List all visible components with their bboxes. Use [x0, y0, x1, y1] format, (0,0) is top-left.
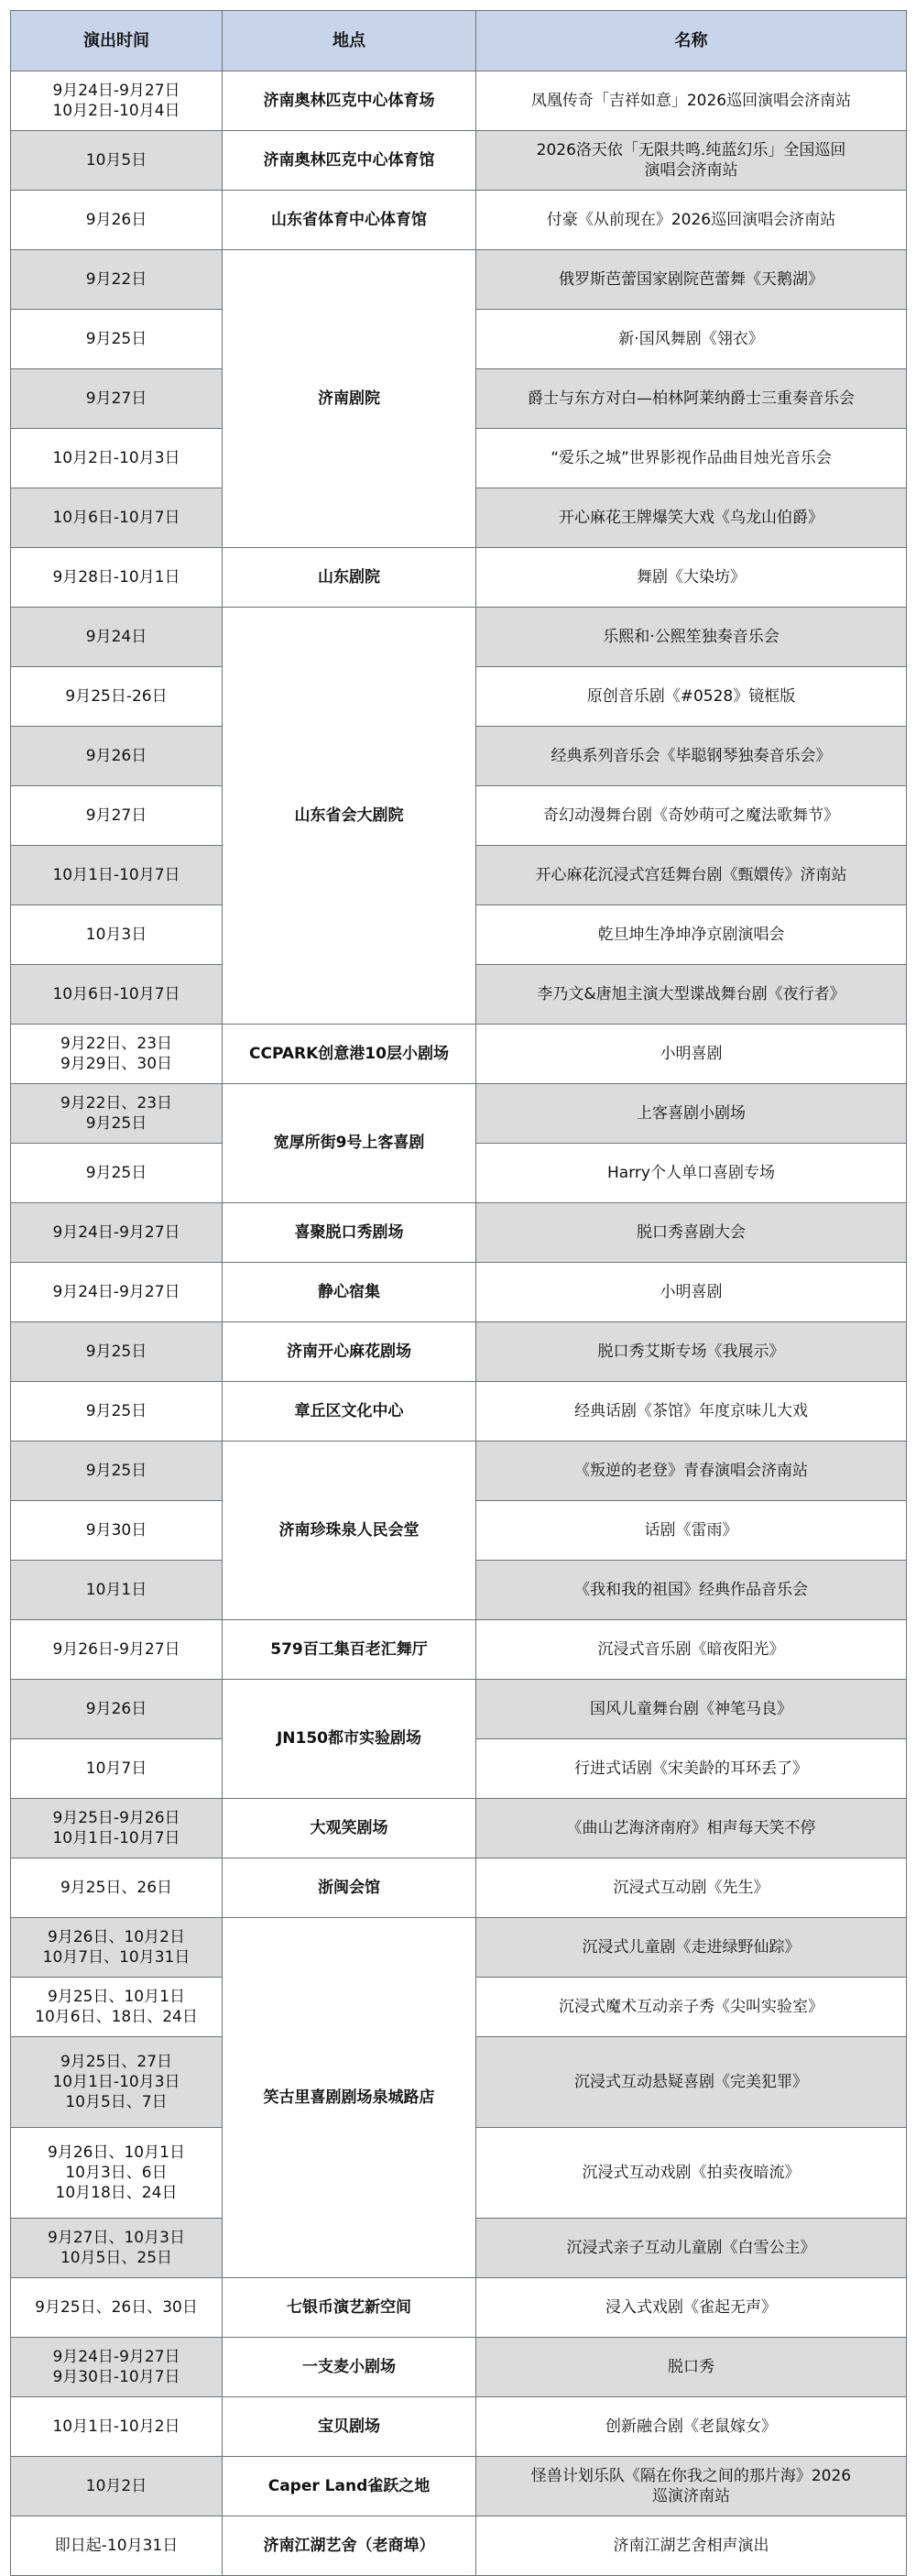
time-cell — [11, 965, 223, 1025]
venue-cell: 笑古里喜剧剧场泉城路店 — [223, 1918, 476, 2278]
cell-text-line: 济南江湖艺舍相声演出 — [613, 2536, 769, 2555]
event-name-cell — [476, 1739, 907, 1799]
cell-text-line: 10月5日、25日 — [60, 2249, 173, 2267]
header-venue: 地点 — [223, 11, 476, 71]
cell-text-line: 原创音乐剧《#0528》镜框版 — [586, 686, 796, 706]
time-cell — [11, 250, 223, 310]
venue-cell: 喜聚脱口秀剧场 — [223, 1203, 476, 1263]
cell-text-line: 9月26日 — [85, 1699, 147, 1718]
cell-text-line: 10月7日 — [85, 1759, 147, 1778]
event-name-cell — [476, 548, 907, 608]
cell-text-line: 9月25日、10月1日 — [48, 1987, 185, 2006]
event-name-cell — [476, 1918, 907, 1978]
cell-text-line: 9月26日 — [85, 746, 147, 765]
time-cell — [11, 2278, 223, 2338]
event-name-cell — [476, 667, 907, 727]
cell-text-line: 上客喜剧小剧场 — [637, 1103, 746, 1123]
time-cell — [11, 1799, 223, 1858]
time-cell — [11, 1322, 223, 1382]
time-cell — [11, 310, 223, 369]
cell-text-line: 9月26日-9月27日 — [52, 1639, 180, 1659]
cell-text-line: 乾旦坤生净坤净京剧演唱会 — [597, 925, 785, 944]
time-cell — [11, 2128, 223, 2219]
time-cell — [11, 2338, 223, 2397]
cell-text-line: 浸入式戏剧《雀起无声》 — [605, 2297, 777, 2317]
time-cell — [11, 1918, 223, 1978]
cell-text-line: 9月25日-26日 — [65, 686, 168, 706]
event-name-cell — [476, 369, 907, 429]
cell-text-line: 国风儿童舞台剧《神笔马良》 — [590, 1699, 792, 1718]
cell-text-line: 付豪《从前现在》2026巡回演唱会济南站 — [546, 210, 836, 229]
table-row — [11, 1680, 907, 1739]
table-row — [11, 2516, 907, 2576]
event-name-cell — [476, 1144, 907, 1203]
cell-text-line: 10月1日 — [85, 1580, 147, 1599]
event-name-cell — [476, 71, 907, 131]
cell-text-line: 新·国风舞剧《翎衣》 — [618, 329, 764, 348]
cell-text-line: 9月22日、23日 — [60, 1034, 173, 1053]
cell-text-line: 脱口秀艾斯专场《我展示》 — [597, 1342, 785, 1361]
cell-text-line: 9月25日 — [85, 1114, 147, 1133]
event-name-cell — [476, 1620, 907, 1680]
event-name-cell — [476, 965, 907, 1025]
cell-text-line: 脱口秀喜剧大会 — [637, 1222, 746, 1242]
event-name-cell — [476, 1025, 907, 1084]
cell-text-line: 舞剧《大染坊》 — [637, 567, 746, 586]
cell-text-line: 10月7日、10月31日 — [42, 1948, 191, 1967]
cell-text-line: 10月5日 — [85, 150, 147, 170]
event-name-cell — [476, 310, 907, 369]
header-time: 演出时间 — [11, 11, 223, 71]
table-row — [11, 1858, 907, 1918]
cell-text-line: 9月24日-9月27日 — [52, 2347, 180, 2366]
event-name-cell — [476, 2278, 907, 2338]
cell-text-line: “爱乐之城”世界影视作品曲目烛光音乐会 — [551, 448, 832, 467]
time-cell — [11, 727, 223, 786]
table-row — [11, 1025, 907, 1084]
table-row — [11, 250, 907, 310]
time-cell — [11, 905, 223, 965]
table-row — [11, 1382, 907, 1441]
cell-text-line: 沉浸式互动悬疑喜剧《完美犯罪》 — [574, 2072, 808, 2091]
event-name-cell — [476, 488, 907, 548]
event-name-cell — [476, 1263, 907, 1322]
cell-text-line: 《曲山艺海济南府》相声每天笑不停 — [566, 1818, 816, 1837]
time-cell — [11, 786, 223, 846]
table-row — [11, 1084, 907, 1144]
venue-cell: 章丘区文化中心 — [223, 1382, 476, 1441]
event-name-cell — [476, 1680, 907, 1739]
time-cell — [11, 2397, 223, 2457]
cell-text-line: 10月6日、18日、24日 — [35, 2008, 198, 2026]
venue-cell: 济南珍珠泉人民会堂 — [223, 1441, 476, 1620]
venue-cell: 济南剧院 — [223, 250, 476, 548]
cell-text-line: 沉浸式互动剧《先生》 — [613, 1878, 769, 1897]
cell-text-line: 9月30日 — [85, 1520, 147, 1540]
cell-text-line: 李乃文&唐旭主演大型谍战舞台剧《夜行者》 — [537, 984, 845, 1003]
table-row — [11, 608, 907, 667]
time-cell — [11, 548, 223, 608]
cell-text-line: 9月27日 — [85, 806, 147, 825]
cell-text-line: 演唱会济南站 — [644, 161, 738, 180]
cell-text-line: 经典话剧《茶馆》年度京味儿大戏 — [574, 1401, 808, 1420]
cell-text-line: 2026洛天依「无限共鸣.纯蓝幻乐」全国巡回 — [536, 140, 846, 159]
event-name-cell — [476, 1382, 907, 1441]
cell-text-line: 9月24日-9月27日 — [52, 1222, 180, 1242]
cell-text-line: 沉浸式互动戏剧《拍卖夜暗流》 — [582, 2163, 801, 2182]
cell-text-line: 9月24日 — [85, 627, 147, 646]
time-cell — [11, 1680, 223, 1739]
cell-text-line: 话剧《雷雨》 — [644, 1520, 738, 1540]
cell-text-line: 9月30日-10月7日 — [52, 2368, 180, 2386]
cell-text-line: 10月1日-10月2日 — [52, 2417, 180, 2436]
time-cell — [11, 1441, 223, 1501]
venue-cell: 宽厚所街9号上客喜剧 — [223, 1084, 476, 1203]
cell-text-line: 沉浸式魔术互动亲子秀《尖叫实验室》 — [559, 1997, 823, 2016]
time-cell — [11, 71, 223, 131]
event-name-cell — [476, 429, 907, 488]
cell-text-line: 奇幻动漫舞台剧《奇妙萌可之魔法歌舞节》 — [543, 806, 839, 825]
cell-text-line: 9月29日、30日 — [60, 1055, 173, 1073]
time-cell — [11, 667, 223, 727]
table-row — [11, 191, 907, 250]
table-row — [11, 1441, 907, 1501]
cell-text-line: 10月5日、7日 — [65, 2093, 168, 2112]
cell-text-line: 沉浸式亲子互动儿童剧《白雪公主》 — [566, 2238, 816, 2257]
cell-text-line: 10月1日-10月3日 — [52, 2072, 180, 2091]
cell-text-line: 10月3日 — [85, 925, 147, 944]
cell-text-line: 脱口秀 — [668, 2357, 714, 2376]
cell-text-line: 9月25日 — [85, 1342, 147, 1361]
cell-text-line: 9月27日 — [85, 389, 147, 408]
venue-cell: 山东剧院 — [223, 548, 476, 608]
cell-text-line: 10月1日-10月7日 — [52, 865, 180, 884]
event-name-cell — [476, 2338, 907, 2397]
venue-cell: CCPARK创意港10层小剧场 — [223, 1025, 476, 1084]
header-row — [11, 11, 907, 71]
time-cell — [11, 1263, 223, 1322]
time-cell — [11, 2219, 223, 2278]
event-name-cell — [476, 2037, 907, 2128]
cell-text-line: 凤凰传奇「吉祥如意」2026巡回演唱会济南站 — [530, 91, 852, 110]
cell-text-line: 经典系列音乐会《毕聪钢琴独奏音乐会》 — [551, 746, 832, 765]
cell-text-line: 9月25日 — [85, 329, 147, 348]
event-name-cell — [476, 1501, 907, 1561]
cell-text-line: 10月2日 — [85, 2476, 147, 2495]
cell-text-line: 9月25日 — [85, 1401, 147, 1420]
cell-text-line: 《叛逆的老登》青春演唱会济南站 — [574, 1461, 808, 1480]
events-table — [10, 10, 907, 2576]
table-row — [11, 1918, 907, 1978]
venue-cell: 大观笑剧场 — [223, 1799, 476, 1858]
time-cell — [11, 846, 223, 905]
event-name-cell — [476, 2219, 907, 2278]
cell-text-line: 沉浸式音乐剧《暗夜阳光》 — [597, 1639, 785, 1659]
cell-text-line: 9月25日 — [85, 1461, 147, 1480]
venue-cell: 山东省会大剧院 — [223, 608, 476, 1025]
event-name-cell — [476, 1561, 907, 1620]
time-cell — [11, 1144, 223, 1203]
cell-text-line: 俄罗斯芭蕾国家剧院芭蕾舞《天鹅湖》 — [559, 269, 823, 289]
cell-text-line: Harry个人单口喜剧专场 — [607, 1163, 775, 1182]
cell-text-line: 沉浸式儿童剧《走进绿野仙踪》 — [582, 1937, 801, 1957]
table-row — [11, 548, 907, 608]
event-name-cell — [476, 1978, 907, 2037]
venue-cell: 山东省体育中心体育馆 — [223, 191, 476, 250]
event-name-cell — [476, 846, 907, 905]
time-cell — [11, 1561, 223, 1620]
venue-cell: 浙闽会馆 — [223, 1858, 476, 1918]
cell-text-line: 9月26日 — [85, 210, 147, 229]
cell-text-line: 9月28日-10月1日 — [52, 567, 180, 586]
cell-text-line: 开心麻花王牌爆笑大戏《乌龙山伯爵》 — [559, 508, 823, 527]
time-cell — [11, 429, 223, 488]
table-row — [11, 1620, 907, 1680]
venue-cell: 济南开心麻花剧场 — [223, 1322, 476, 1382]
event-name-cell — [476, 905, 907, 965]
event-name-cell — [476, 2516, 907, 2576]
cell-text-line: 即日起-10月31日 — [54, 2536, 179, 2555]
time-cell — [11, 1382, 223, 1441]
venue-cell: 济南奥林匹克中心体育馆 — [223, 131, 476, 191]
time-cell — [11, 1025, 223, 1084]
time-cell — [11, 2516, 223, 2576]
cell-text-line: 10月2日-10月3日 — [52, 448, 180, 467]
event-name-cell — [476, 786, 907, 846]
table-row — [11, 1263, 907, 1322]
event-name-cell — [476, 2128, 907, 2219]
cell-text-line: 小明喜剧 — [660, 1282, 723, 1301]
table-row — [11, 2278, 907, 2338]
cell-text-line: 9月25日 — [85, 1163, 147, 1182]
time-cell — [11, 1620, 223, 1680]
event-name-cell — [476, 1799, 907, 1858]
event-name-cell — [476, 1441, 907, 1501]
table-row — [11, 1203, 907, 1263]
time-cell — [11, 2037, 223, 2128]
time-cell — [11, 1084, 223, 1144]
event-name-cell — [476, 250, 907, 310]
cell-text-line: 9月26日、10月1日 — [48, 2143, 185, 2162]
table-row — [11, 71, 907, 131]
table-row — [11, 2338, 907, 2397]
cell-text-line: 《我和我的祖国》经典作品音乐会 — [574, 1580, 808, 1599]
venue-cell: 宝贝剧场 — [223, 2397, 476, 2457]
cell-text-line: 9月25日、26日、30日 — [35, 2297, 198, 2317]
cell-text-line: 10月3日、6日 — [65, 2163, 168, 2182]
cell-text-line: 怪兽计划乐队《隔在你我之间的那片海》2026 — [530, 2466, 852, 2485]
cell-text-line: 9月22日 — [85, 269, 147, 289]
cell-text-line: 10月18日、24日 — [55, 2184, 178, 2203]
time-cell — [11, 2457, 223, 2516]
cell-text-line: 9月24日-9月27日 — [52, 1282, 180, 1301]
venue-cell: 静心宿集 — [223, 1263, 476, 1322]
table-row — [11, 131, 907, 191]
table-row — [11, 1799, 907, 1858]
cell-text-line: 10月1日-10月7日 — [52, 1829, 180, 1847]
time-cell — [11, 1739, 223, 1799]
cell-text-line: 行进式话剧《宋美龄的耳环丢了》 — [574, 1759, 808, 1778]
event-name-cell — [476, 191, 907, 250]
venue-cell: JN150都市实验剧场 — [223, 1680, 476, 1799]
event-name-cell — [476, 1322, 907, 1382]
time-cell — [11, 1858, 223, 1918]
cell-text-line: 9月25日、26日 — [60, 1878, 173, 1897]
cell-text-line: 小明喜剧 — [660, 1044, 723, 1063]
event-name-cell — [476, 2457, 907, 2516]
venue-cell: Caper Land雀跃之地 — [223, 2457, 476, 2516]
time-cell — [11, 608, 223, 667]
cell-text-line: 9月27日、10月3日 — [48, 2228, 185, 2247]
table-body — [11, 71, 907, 2576]
event-name-cell — [476, 608, 907, 667]
time-cell — [11, 1501, 223, 1561]
cell-text-line: 9月25日、27日 — [60, 2052, 173, 2071]
time-cell — [11, 1203, 223, 1263]
cell-text-line: 9月26日、10月2日 — [48, 1927, 185, 1946]
cell-text-line: 创新融合剧《老鼠嫁女》 — [605, 2417, 777, 2436]
cell-text-line: 9月25日-9月26日 — [52, 1808, 180, 1827]
cell-text-line: 巡演济南站 — [652, 2487, 730, 2505]
time-cell — [11, 191, 223, 250]
time-cell — [11, 1978, 223, 2037]
event-name-cell — [476, 1858, 907, 1918]
table-row — [11, 2397, 907, 2457]
event-name-cell — [476, 2397, 907, 2457]
time-cell — [11, 369, 223, 429]
cell-text-line: 10月2日-10月4日 — [52, 102, 180, 120]
header-name: 名称 — [476, 11, 907, 71]
cell-text-line: 10月6日-10月7日 — [52, 984, 180, 1003]
time-cell — [11, 131, 223, 191]
cell-text-line: 乐熙和·公熙笙独奏音乐会 — [603, 627, 780, 646]
table-row — [11, 2457, 907, 2516]
cell-text-line: 10月6日-10月7日 — [52, 508, 180, 527]
venue-cell: 一支麦小剧场 — [223, 2338, 476, 2397]
cell-text-line: 9月24日-9月27日 — [52, 81, 180, 100]
venue-cell: 七银币演艺新空间 — [223, 2278, 476, 2338]
table-row — [11, 1322, 907, 1382]
venue-cell: 579百工集百老汇舞厅 — [223, 1620, 476, 1680]
cell-text-line: 9月22日、23日 — [60, 1093, 173, 1113]
time-cell — [11, 488, 223, 548]
cell-text-line: 爵士与东方对白—柏林阿莱纳爵士三重奏音乐会 — [528, 389, 855, 408]
venue-cell: 济南江湖艺舍（老商埠） — [223, 2516, 476, 2576]
event-name-cell — [476, 1084, 907, 1144]
event-name-cell — [476, 1203, 907, 1263]
venue-cell: 济南奥林匹克中心体育场 — [223, 71, 476, 131]
event-name-cell — [476, 131, 907, 191]
cell-text-line: 开心麻花沉浸式宫廷舞台剧《甄嬛传》济南站 — [535, 865, 847, 884]
event-name-cell — [476, 727, 907, 786]
